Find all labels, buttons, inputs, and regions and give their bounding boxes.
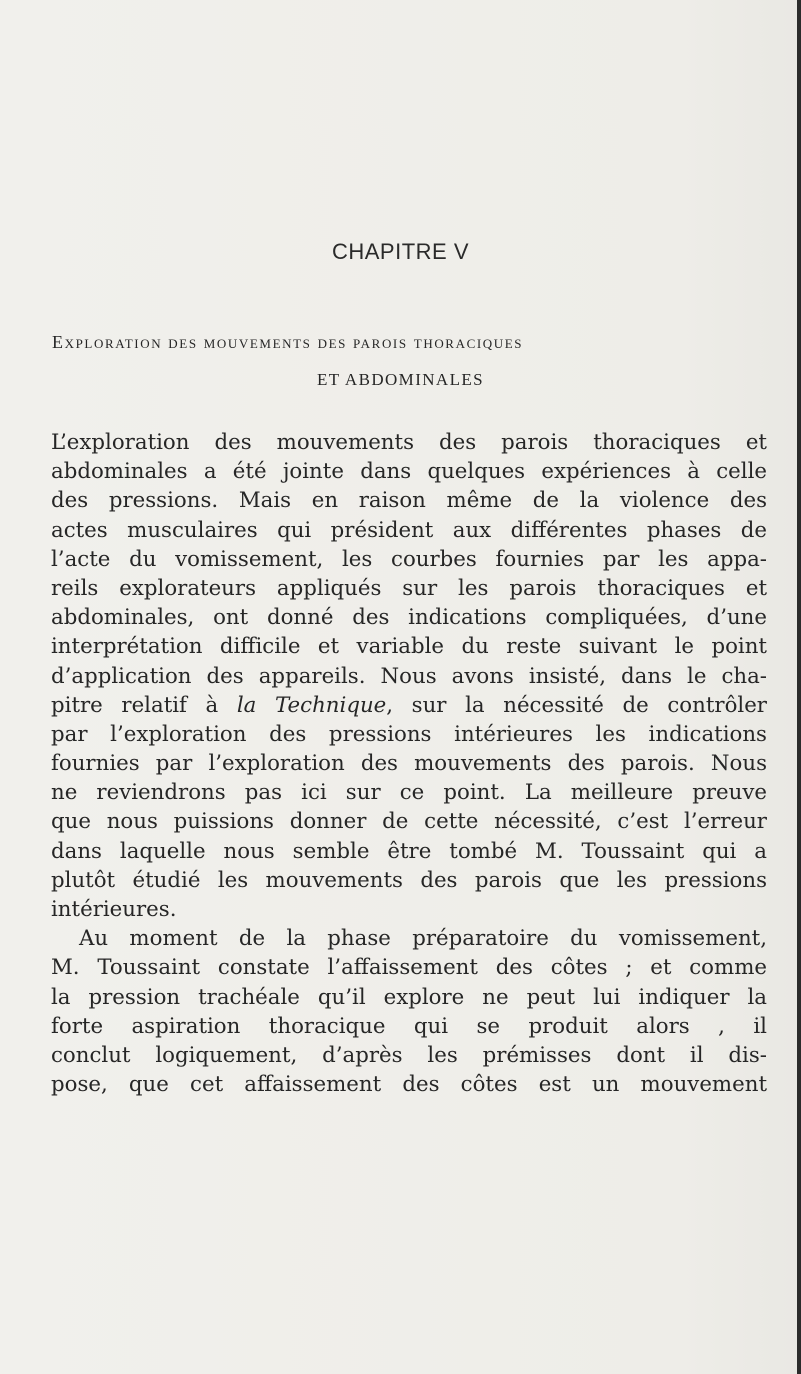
text-line: la pression trachéale qu’il explore ne peut lui indiquer la bbox=[51, 984, 767, 1010]
chapter-title-line-2: ET ABDOMINALES bbox=[316, 370, 485, 389]
text-line: que nous puissions donner de cette nécessité, c’est l’erreur bbox=[51, 809, 767, 835]
italic-reference: la Technique bbox=[236, 692, 387, 718]
text-line: intérieures. bbox=[51, 897, 177, 922]
text-fragment: pitre relatif à bbox=[51, 692, 237, 718]
text-line: L’exploration des mouvements des parois thoraciques et bbox=[51, 430, 767, 455]
text-line: conclut logiquement, d’après les prémisses dont il dis- bbox=[51, 1042, 767, 1068]
text-line: fournies par l’exploration des mouvements des parois. Nous bbox=[51, 751, 767, 777]
text-line: M. Toussaint constate l’affaissement des côtes ; et comme bbox=[51, 955, 767, 981]
text-line: d’application des appareils. Nous avons insisté, dans le cha- bbox=[51, 663, 767, 689]
text-line: abdominales a été jointe dans quelques expériences à celle bbox=[51, 459, 767, 485]
text-fragment: , sur la nécessité de contrôler bbox=[386, 692, 767, 718]
text-line: actes musculaires qui président aux différentes phases de bbox=[51, 517, 767, 543]
text-line: ne reviendrons pas ici sur ce point. La meilleure preuve bbox=[51, 780, 767, 806]
text-line-with-italic bbox=[51, 691, 767, 720]
page-edge-shadow bbox=[797, 0, 801, 1374]
text-line: dans laquelle nous semble être tombé M. Toussaint qui a bbox=[51, 838, 767, 864]
text-line: abdominales, ont donné des indications compliquées, d’une bbox=[51, 605, 767, 631]
text-line: forte aspiration thoracique qui se produit alors , il bbox=[51, 1013, 767, 1039]
chapter-heading: CHAPITRE V bbox=[331, 239, 470, 264]
text-line: plutôt étudié les mouvements des parois que les pressions bbox=[51, 867, 767, 893]
text-line: pose, que cet affaissement des côtes est un mouvement bbox=[51, 1072, 767, 1098]
text-line: l’acte du vomissement, les courbes fournies par les appa- bbox=[51, 546, 767, 572]
text-line: des pressions. Mais en raison même de la violence des bbox=[51, 488, 767, 514]
body-text bbox=[51, 428, 767, 1099]
chapter-title-line-1: Exploration des mouvements des parois thoraciques bbox=[52, 332, 524, 352]
text-line: reils explorateurs appliqués sur les parois thoraciques et bbox=[51, 575, 767, 601]
text-line: interprétation difficile et variable du reste suivant le point bbox=[51, 634, 767, 660]
text-line: par l’exploration des pressions intérieures les indications bbox=[51, 721, 767, 747]
text-line: Au moment de la phase préparatoire du vomissement, bbox=[79, 926, 767, 952]
